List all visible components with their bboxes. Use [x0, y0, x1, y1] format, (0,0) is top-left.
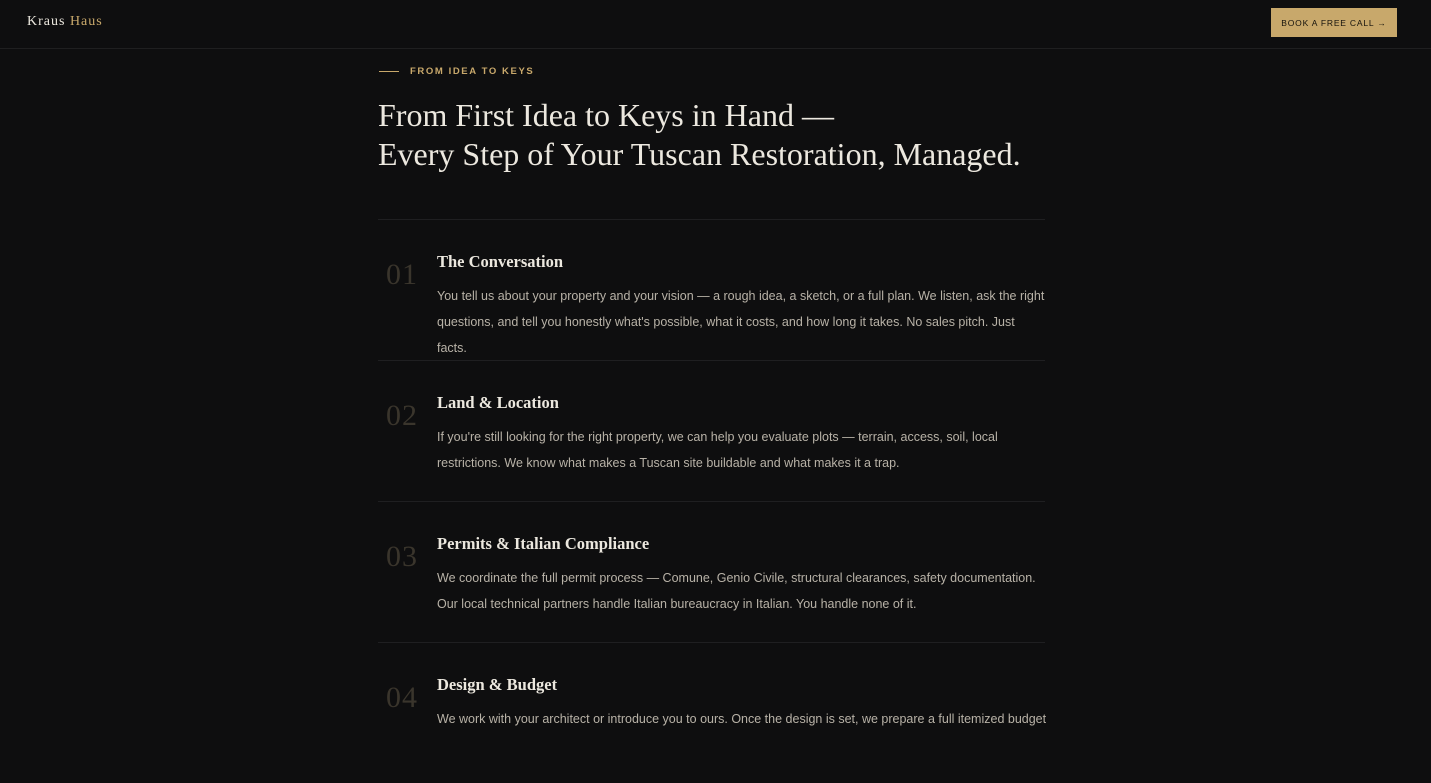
process-step-4 [378, 643, 1045, 783]
arrow-right-icon: → [1377, 17, 1387, 28]
brand-name-first: Kraus [27, 14, 66, 29]
step-description: You tell us about your property and your vision — a rough idea, a sketch, or a full plan. We listen, ask the right questions, and tell you honestly what's possible, what it costs, and how long it takes. No sales pitch. Just facts. [437, 289, 1045, 355]
headline-line-1: From First Idea to Keys in Hand — [378, 97, 834, 133]
eyebrow-rule [379, 71, 399, 72]
brand-logo[interactable] [27, 14, 103, 30]
section-headline [378, 96, 1078, 174]
process-step-1 [378, 220, 1045, 360]
step-title: Land & Location [437, 393, 559, 412]
step-description: We work with your architect or introduce you to ours. Once the design is set, we prepare a full itemized budget [437, 712, 1047, 726]
step-description: We coordinate the full permit process — Comune, Genio Civile, structural clearances, safety documentation. Our local technical partners handle Italian bureaucracy in Italian. You handle none of it. [437, 571, 1036, 611]
step-number: 02 [386, 399, 418, 432]
headline-line-2: Every Step of Your Tuscan Restoration, Managed. [378, 136, 1021, 172]
step-title: Permits & Italian Compliance [437, 534, 650, 553]
step-number: 04 [386, 681, 418, 714]
process-step-2 [378, 361, 1045, 501]
brand-name-second: Haus [69, 14, 103, 29]
process-steps-list [378, 219, 1045, 783]
step-title: Design & Budget [437, 675, 558, 694]
book-free-call-button[interactable] [1271, 8, 1397, 37]
book-free-call-label: BOOK A FREE CALL [1281, 17, 1375, 28]
step-description: If you're still looking for the right property, we can help you evaluate plots — terrain, access, soil, local restrictions. We know what makes a Tuscan site buildable and what makes it a trap. [437, 430, 998, 470]
step-title: The Conversation [437, 252, 564, 271]
eyebrow-text: FROM IDEA TO KEYS [410, 66, 535, 77]
step-number: 01 [386, 258, 418, 291]
process-step-3 [378, 502, 1045, 642]
step-number: 03 [386, 540, 418, 573]
top-navigation-bar [0, 0, 1431, 49]
section-eyebrow [379, 66, 534, 77]
